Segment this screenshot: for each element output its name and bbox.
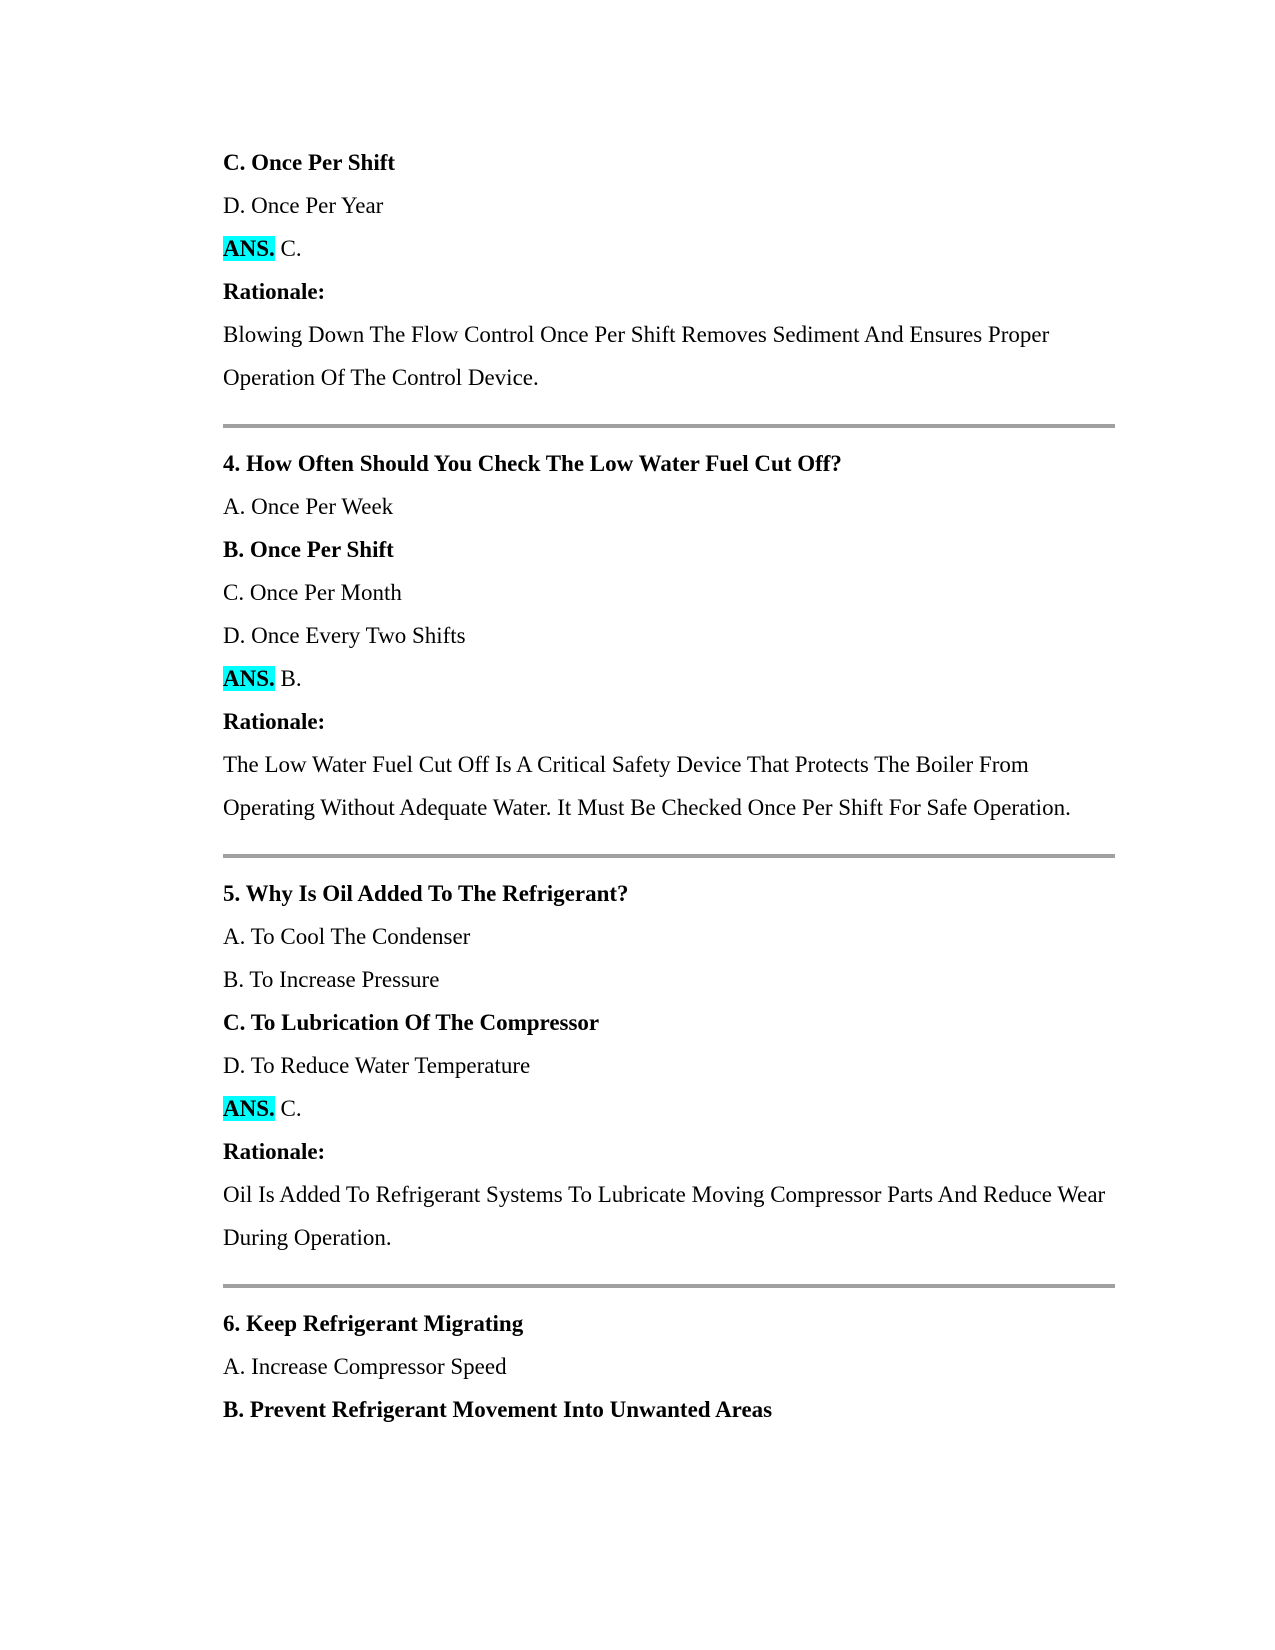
question-block [223,442,1115,829]
rationale-text: Oil Is Added To Refrigerant Systems To Lubricate Moving Compressor Parts And Reduce Wear During Operation. [223,1182,1106,1250]
answer-line [223,657,1115,700]
document-page [223,141,1115,1431]
section-divider [223,854,1115,858]
answer-label: ANS. [223,236,275,261]
answer-label: ANS. [223,1096,275,1121]
rationale-label: Rationale: [223,709,326,734]
question-block [223,141,1115,399]
option: D. Once Every Two Shifts [223,623,466,648]
option: B. To Increase Pressure [223,967,440,992]
option: D. To Reduce Water Temperature [223,1053,531,1078]
rationale-label: Rationale: [223,1139,326,1164]
option-correct: B. Prevent Refrigerant Movement Into Unwanted Areas [223,1397,773,1422]
rationale-text: Blowing Down The Flow Control Once Per Shift Removes Sediment And Ensures Proper Operation Of The Control Device. [223,322,1050,390]
option-correct: C. To Lubrication Of The Compressor [223,1010,600,1035]
option: D. Once Per Year [223,193,384,218]
question-text: 5. Why Is Oil Added To The Refrigerant? [223,881,629,906]
answer-label: ANS. [223,666,275,691]
rationale-text: The Low Water Fuel Cut Off Is A Critical Safety Device That Protects The Boiler From Operating Without Adequate Water. It Must Be Checked Once Per Shift For Safe Operation. [223,752,1071,820]
option: A. To Cool The Condenser [223,924,471,949]
question-block [223,1302,1115,1431]
option: C. Once Per Month [223,580,402,605]
answer-value: C. [280,1096,302,1121]
question-text: 6. Keep Refrigerant Migrating [223,1311,524,1336]
section-divider [223,424,1115,428]
answer-value: B. [280,666,302,691]
section-divider [223,1284,1115,1288]
answer-value: C. [280,236,302,261]
answer-line [223,1087,1115,1130]
answer-line [223,227,1115,270]
option-correct: C. Once Per Shift [223,150,396,175]
question-block [223,872,1115,1259]
option: A. Once Per Week [223,494,394,519]
option-correct: B. Once Per Shift [223,537,394,562]
question-text: 4. How Often Should You Check The Low Water Fuel Cut Off? [223,451,842,476]
rationale-label: Rationale: [223,279,326,304]
option: A. Increase Compressor Speed [223,1354,507,1379]
